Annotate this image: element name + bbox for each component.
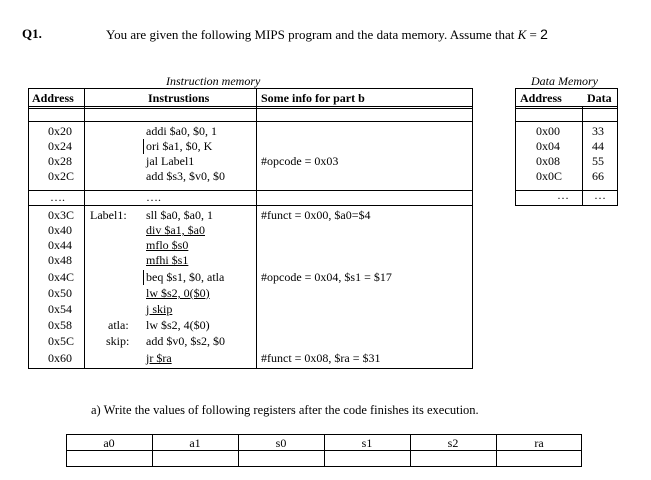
dmem-address: … (557, 188, 569, 202)
data-memory-caption: Data Memory (531, 74, 598, 88)
imem-instruction: …. (146, 190, 161, 204)
imem-info: #funct = 0x00, $a0=$4 (261, 208, 371, 222)
imem-address: 0x2C (48, 169, 75, 183)
imem-info: #funct = 0x08, $ra = $31 (261, 351, 381, 365)
imem-address: 0x60 (48, 351, 72, 365)
register-s2-header: s2 (447, 436, 459, 450)
intro-text: You are given the following MIPS program and the data memory. Assume that (106, 27, 515, 42)
k-value: 2 (540, 26, 548, 42)
imem-instruction: ori $a1, $0, K (143, 139, 212, 154)
question-intro (106, 26, 548, 43)
imem-address: 0x50 (48, 286, 72, 300)
imem-instruction: div $a1, $a0 (146, 223, 205, 237)
imem-address: 0x40 (48, 223, 72, 237)
imem-instruction: j skip (146, 302, 173, 316)
dmem-data: 66 (592, 169, 604, 183)
register-ra-header: ra (534, 436, 544, 450)
dmem-data: 44 (592, 139, 604, 153)
imem-header-address: Address (32, 91, 74, 105)
imem-instruction: lw $s2, 4($0) (146, 318, 210, 332)
imem-instruction: sll $a0, $a0, 1 (146, 208, 213, 222)
imem-address: 0x54 (48, 302, 72, 316)
dmem-header-data: Data (587, 91, 612, 105)
imem-address: 0x48 (48, 253, 72, 267)
dmem-header-address: Address (520, 91, 562, 105)
register-a1-header: a1 (189, 436, 201, 450)
instruction-memory-caption: Instruction memory (166, 74, 261, 88)
imem-address: 0x5C (48, 334, 75, 348)
dmem-address: 0x08 (536, 154, 560, 168)
imem-address: 0x3C (48, 208, 75, 222)
imem-address: 0x28 (48, 154, 72, 168)
k-equals: = (529, 27, 537, 42)
imem-instruction: add $s3, $v0, $0 (146, 169, 225, 183)
dmem-data: … (594, 188, 606, 202)
answer-s1-cell[interactable] (325, 451, 410, 466)
imem-instruction: addi $a0, $0, 1 (146, 124, 217, 138)
imem-address: 0x24 (48, 139, 72, 153)
imem-address: 0x20 (48, 124, 72, 138)
k-symbol: K (517, 27, 527, 42)
dmem-data: 55 (592, 154, 604, 168)
dmem-address: 0x00 (536, 124, 560, 138)
dmem-data: 33 (592, 124, 604, 138)
register-a0-header: a0 (103, 436, 115, 450)
imem-label: skip: (106, 334, 130, 348)
register-s0-header: s0 (275, 436, 287, 450)
imem-label: atla: (108, 318, 129, 332)
imem-header-instructions: Instrustions (148, 91, 210, 105)
answer-a1-cell[interactable] (153, 451, 238, 466)
imem-instruction: lw $s2, 0($0) (146, 286, 210, 300)
imem-info: #opcode = 0x04, $s1 = $17 (261, 270, 392, 284)
answer-a0-cell[interactable] (67, 451, 152, 466)
imem-instruction: jr $ra (146, 351, 172, 365)
imem-address: …. (50, 190, 65, 204)
imem-address: 0x44 (48, 238, 72, 252)
answer-s0-cell[interactable] (239, 451, 324, 466)
dmem-address: 0x04 (536, 139, 560, 153)
answer-s2-cell[interactable] (411, 451, 496, 466)
imem-label: Label1: (90, 208, 127, 222)
dmem-address: 0x0C (536, 169, 563, 183)
imem-instruction: jal Label1 (146, 154, 195, 168)
imem-instruction: beq $s1, $0, atla (143, 270, 224, 285)
imem-instruction: add $v0, $s2, $0 (146, 334, 225, 348)
imem-address: 0x58 (48, 318, 72, 332)
imem-address: 0x4C (48, 270, 75, 284)
imem-header-info: Some info for part b (261, 91, 365, 105)
imem-instruction: mflo $s0 (146, 238, 189, 252)
part-a-question: a) Write the values of following registers after the code finishes its execution. (91, 403, 479, 417)
answer-ra-cell[interactable] (497, 451, 581, 466)
imem-instruction: mfhi $s1 (146, 253, 189, 267)
question-number: Q1. (22, 26, 42, 41)
register-s1-header: s1 (361, 436, 373, 450)
imem-info: #opcode = 0x03 (261, 154, 339, 168)
